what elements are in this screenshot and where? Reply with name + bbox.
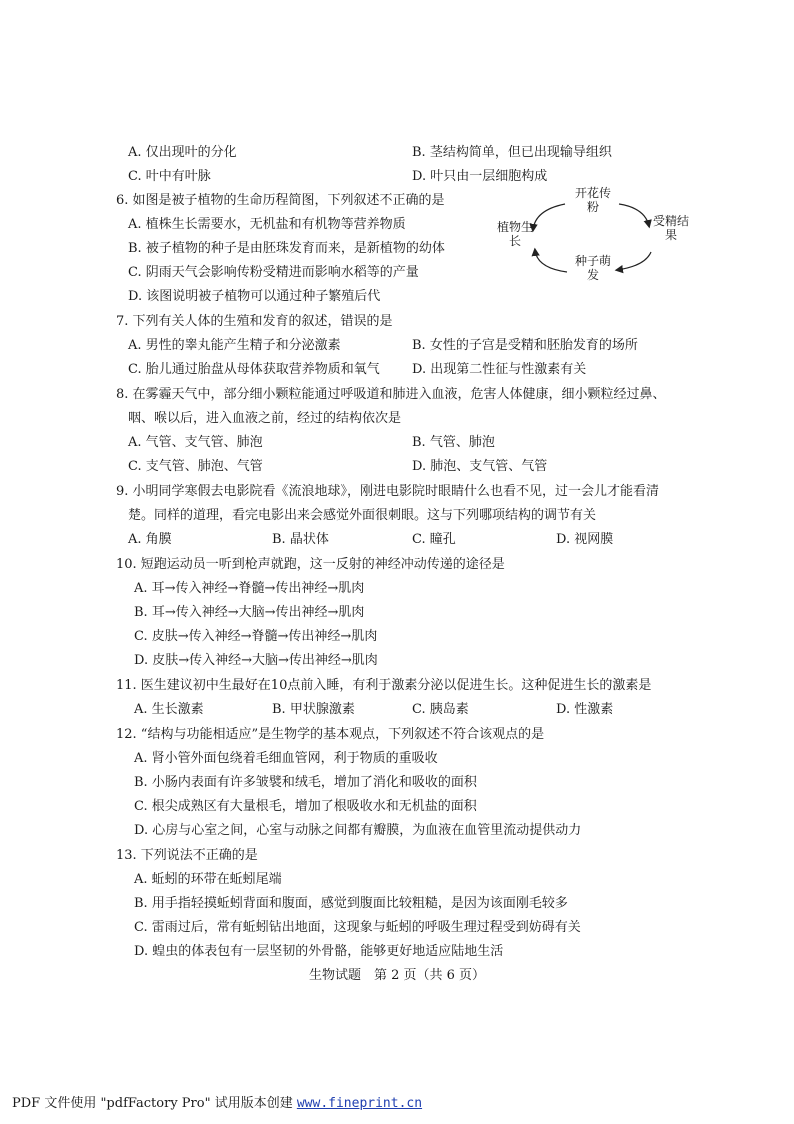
q9-stem-line2: 楚。同样的道理，看完电影出来会感觉外面很刺眼。这与下列哪项结构的调节有关 [128, 508, 597, 523]
q10-option-c: C. 皮肤→传入神经→脊髓→传出神经→肌肉 [134, 629, 378, 644]
q12-option-c: C. 根尖成熟区有大量根毛，增加了根吸收水和无机盐的面积 [134, 799, 477, 814]
q13-option-a: A. 蚯蚓的环带在蚯蚓尾端 [134, 872, 282, 887]
q13-option-d: D. 蝗虫的体表包有一层坚韧的外骨骼，能够更好地适应陆地生活 [134, 944, 504, 959]
q8-option-c: C. 支气管、肺泡、气管 [128, 459, 263, 474]
q12-option-b: B. 小肠内表面有许多皱襞和绒毛，增加了消化和吸收的面积 [134, 775, 477, 790]
q12-stem: 12. “结构与功能相适应”是生物学的基本观点，下列叙述不符合该观点的是 [116, 727, 545, 742]
q7-option-a: A. 男性的睾丸能产生精子和分泌激素 [128, 338, 341, 353]
q11-option-c: C. 胰岛素 [412, 702, 469, 717]
q6-option-b: B. 被子植物的种子是由胚珠发育而来，是新植物的幼体 [128, 241, 445, 256]
q8-option-b: B. 气管、肺泡 [412, 435, 495, 450]
q9-option-c: C. 瞳孔 [412, 532, 456, 547]
q5-option-d: D. 叶只由一层细胞构成 [412, 169, 548, 184]
q9-option-a: A. 角膜 [128, 532, 172, 547]
q10-stem: 10. 短跑运动员一听到枪声就跑，这一反射的神经冲动传递的途径是 [116, 557, 505, 572]
q12-option-a: A. 肾小管外面包绕着毛细血管网，利于物质的重吸收 [134, 751, 438, 766]
q5-option-b: B. 茎结构简单，但已出现输导组织 [412, 145, 612, 160]
q7-stem: 7. 下列有关人体的生殖和发育的叙述，错误的是 [116, 314, 393, 329]
q13-option-c: C. 雷雨过后，常有蚯蚓钻出地面，这现象与蚯蚓的呼吸生理过程受到妨碍有关 [134, 920, 581, 935]
q6-option-c: C. 阴雨天气会影响传粉受精进而影响水稻等的产量 [128, 265, 419, 280]
q8-option-d: D. 肺泡、支气管、气管 [412, 459, 548, 474]
diagram-label-fertilization: 受精结果 [652, 214, 689, 242]
q10-option-a: A. 耳→传入神经→脊髓→传出神经→肌肉 [134, 581, 365, 596]
q5-option-a: A. 仅出现叶的分化 [128, 145, 237, 160]
q10-option-d: D. 皮肤→传入神经→大脑→传出神经→肌肉 [134, 653, 378, 668]
q11-option-a: A. 生长激素 [134, 702, 204, 717]
q13-option-b: B. 用手指轻摸蚯蚓背面和腹面，感觉到腹面比较粗糙，是因为该面刚毛较多 [134, 896, 568, 911]
q9-option-b: B. 晶状体 [272, 532, 329, 547]
q6-option-d: D. 该图说明被子植物可以通过种子繁殖后代 [128, 289, 381, 304]
q8-option-a: A. 气管、支气管、肺泡 [128, 435, 263, 450]
pdf-creator-footer [12, 1096, 422, 1112]
q9-stem-line1: 9. 小明同学寒假去电影院看《流浪地球》，刚进电影院时眼睛什么也看不见，过一会儿才能看清 [116, 484, 660, 499]
q8-stem-line1: 8. 在雾霾天气中，部分细小颗粒能通过呼吸道和肺进入血液，危害人体健康，细小颗粒经过鼻、 [116, 387, 666, 402]
q11-option-b: B. 甲状腺激素 [272, 702, 355, 717]
q11-stem: 11. 医生建议初中生最好在10点前入睡，有利于激素分泌以促进生长。这种促进生长的激素是 [116, 678, 652, 693]
plant-life-cycle-diagram [495, 186, 695, 290]
q11-option-d: D. 性激素 [556, 702, 614, 717]
diagram-label-growth: 植物生长 [496, 220, 533, 248]
q10-option-b: B. 耳→传入神经→大脑→传出神经→肌肉 [134, 605, 365, 620]
q7-option-b: B. 女性的子宫是受精和胚胎发育的场所 [412, 338, 638, 353]
q9-option-d: D. 视网膜 [556, 532, 614, 547]
q6-option-a: A. 植株生长需要水，无机盐和有机物等营养物质 [128, 217, 406, 232]
q12-option-d: D. 心房与心室之间，心室与动脉之间都有瓣膜，为血液在血管里流动提供动力 [134, 823, 582, 838]
diagram-label-germination: 种子萌发 [574, 254, 611, 282]
pdf-footer-text: PDF 文件使用 "pdfFactory Pro" 试用版本创建 [12, 1096, 297, 1111]
diagram-label-pollination: 开花传粉 [574, 186, 611, 214]
q8-stem-line2: 咽、喉以后，进入血液之前，经过的结构依次是 [128, 411, 402, 426]
page-number-footer: 生物试题 第 2 页（共 6 页） [308, 968, 486, 983]
q13-stem: 13. 下列说法不正确的是 [116, 848, 258, 863]
q7-option-d: D. 出现第二性征与性激素有关 [412, 362, 587, 377]
q6-stem: 6. 如图是被子植物的生命历程简图，下列叙述不正确的是 [116, 193, 445, 208]
q5-option-c: C. 叶中有叶脉 [128, 169, 211, 184]
fineprint-link[interactable]: www.fineprint.cn [296, 1096, 423, 1111]
q7-option-c: C. 胎儿通过胎盘从母体获取营养物质和氧气 [128, 362, 380, 377]
